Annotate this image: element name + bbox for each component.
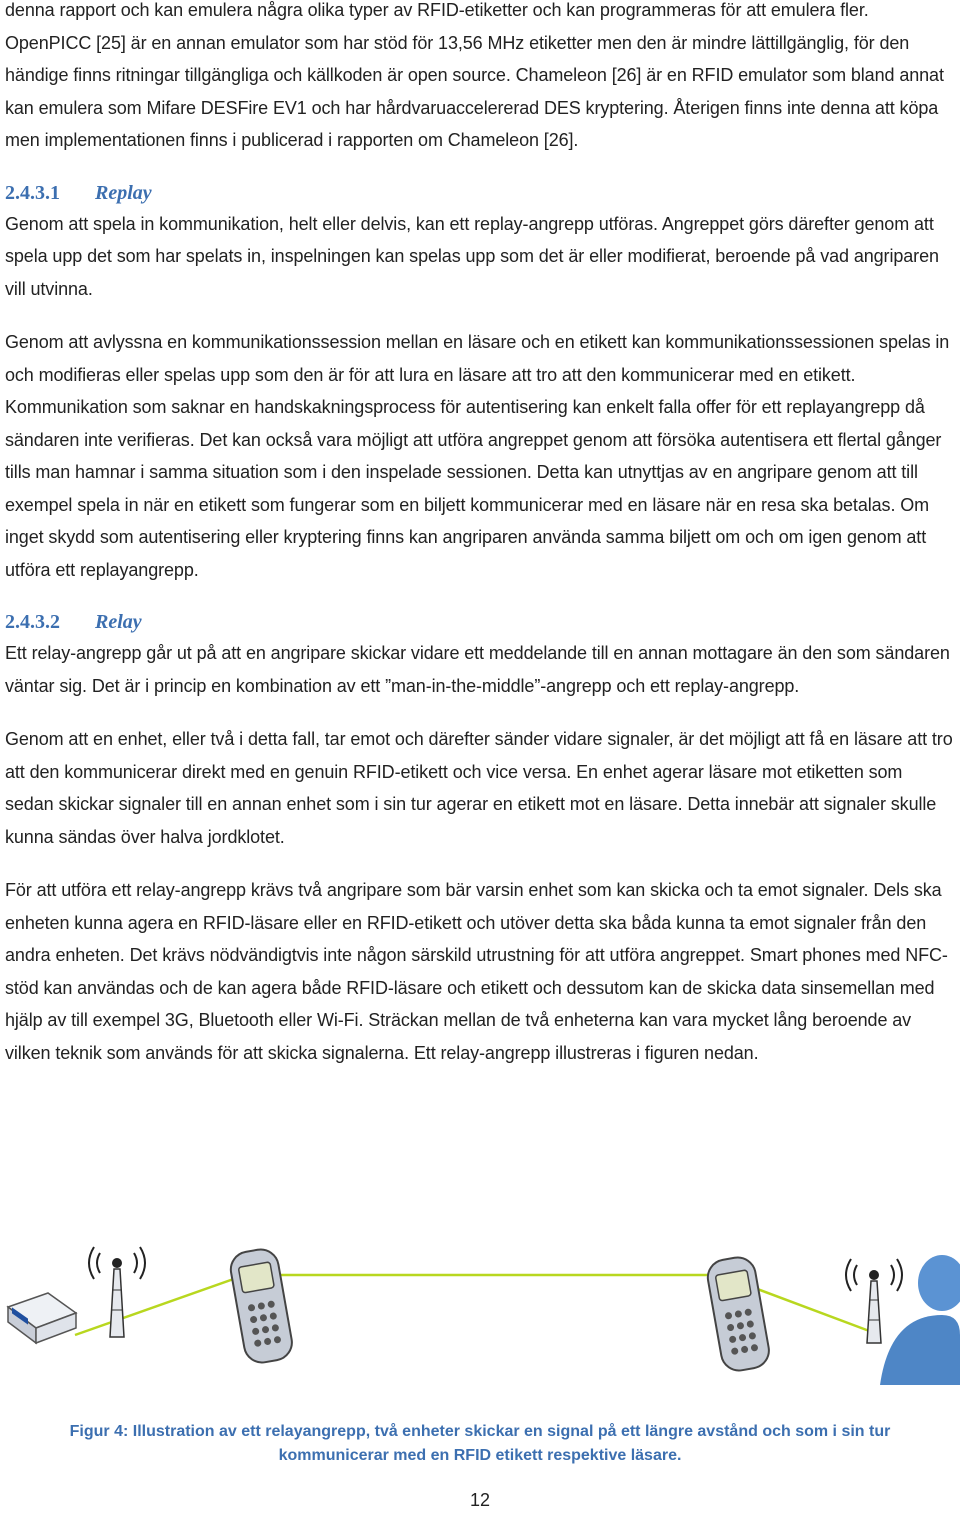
paragraph-intro: denna rapport och kan emulera några olika typer av RFID-etiketter och kan programmeras för att emulera fler. OpenPICC [25] är en annan emulator som har stöd för 13,56 MHz etiketter men den är mindre lättillgänglig, för den händige finns ritningar tillgängliga och källkoden är open source. Chameleon [26] är en RFID emulator som bland annat kan emulera som Mifare DESFire EV1 och har hårdvaruaccelererad DES kryptering. Återigen finns inte denna att köpa men implementationen finns i publicerad i rapporten om Chameleon [26]. bbox=[5, 0, 944, 150]
heading-replay-number: 2.4.3.1 bbox=[5, 181, 60, 204]
antenna-icon bbox=[846, 1259, 902, 1343]
heading-relay-number: 2.4.3.2 bbox=[5, 611, 60, 633]
heading-relay-title: Relay bbox=[95, 611, 142, 633]
user-icon bbox=[880, 1255, 960, 1385]
heading-replay bbox=[5, 178, 955, 208]
paragraph-relay-2: Genom att en enhet, eller två i detta fall, tar emot och därefter sänder vidare signaler, är det möjligt att få en läsare att tro att den kommunicerar direkt med en genuin RFID-etikett och vice versa. En enhet agerar läsare mot etiketten som sedan skickar signaler till en annan enhet som i sin tur agerar en etikett mot en läsare. Detta innebär att signaler skulle kunna sändas över halva jordklotet. bbox=[5, 729, 953, 847]
paragraph-replay-1: Genom att spela in kommunikation, helt eller delvis, kan ett replay-angrepp utföras. Angreppet görs därefter genom att spela upp det som har spelats in, inspelningen kan spelas upp som det är eller modifierat, beroende på vad angriparen vill utvinna. bbox=[5, 213, 939, 299]
mobile-phone-icon bbox=[705, 1255, 772, 1374]
paragraph-relay-1: Ett relay-angrepp går ut på att en angripare skickar vidare ett meddelande till en annan mottagare än den som sändaren väntar sig. Det är i princip en kombination av ett ”man-in-the-middle”-angrepp och ett replay-angrepp. bbox=[5, 643, 950, 696]
heading-relay bbox=[5, 607, 955, 637]
figure-caption: Figur 4: Illustration av ett relayangrepp, två enheter skickar en signal på ett längre avstånd och som i sin tur kommunicerar med en RFID etikett respektive läsare. bbox=[69, 1423, 891, 1464]
heading-replay-title: Replay bbox=[95, 181, 152, 204]
relay-attack-figure bbox=[0, 1235, 960, 1385]
paragraph-replay-2: Genom att avlyssna en kommunikationssession mellan en läsare och en etikett kan kommunikationssessionen spelas in och modifieras eller spelas upp som den är för att lura en läsare att tro att den kommunicerar med en etikett. Kommunikation som saknar en handskakningsprocess för autentisering kan enkelt falla offer för ett replayangrepp då sändaren inte verifieras. Det kan också vara möjligt att utföra angreppet genom att försöka autentisera ett flertal gånger tills man hamnar i samma situation som i den inspelade sessionen. Detta kan utnyttjas av en angripare genom att till exempel spela in när en etikett som fungerar som en biljett kommunicerar med en läsare när en resa ska betalas. Om inget skydd som autentisering eller kryptering finns kan angriparen använda samma biljett om och om igen genom att utföra ett replayangrepp. bbox=[5, 332, 950, 580]
antenna-icon bbox=[89, 1247, 145, 1337]
page-number: 12 bbox=[469, 1490, 491, 1510]
rfid-reader-icon bbox=[8, 1293, 76, 1343]
document-page bbox=[5, 0, 955, 1069]
mobile-phone-icon bbox=[228, 1247, 295, 1366]
paragraph-relay-3: För att utföra ett relay-angrepp krävs två angripare som bär varsin enhet som kan skicka och ta emot signaler. Dels ska enheten kunna agera en RFID-läsare eller en RFID-etikett och utöver detta ska båda kunna ta emot signaler från den andra enheten. Det krävs nödvändigtvis inte någon särskild utrustning för att utföra angreppet. Smart phones med NFC-stöd kan användas och de kan agera både RFID-läsare och etikett och dessutom kan de skicka data sinsemellan med hjälp av till exempel 3G, Bluetooth eller Wi-Fi. Sträckan mellan de två enheterna kan vara mycket lång beroende av vilken teknik som används för att skicka signalerna. Ett relay-angrepp illustreras i figuren nedan. bbox=[5, 880, 948, 1063]
